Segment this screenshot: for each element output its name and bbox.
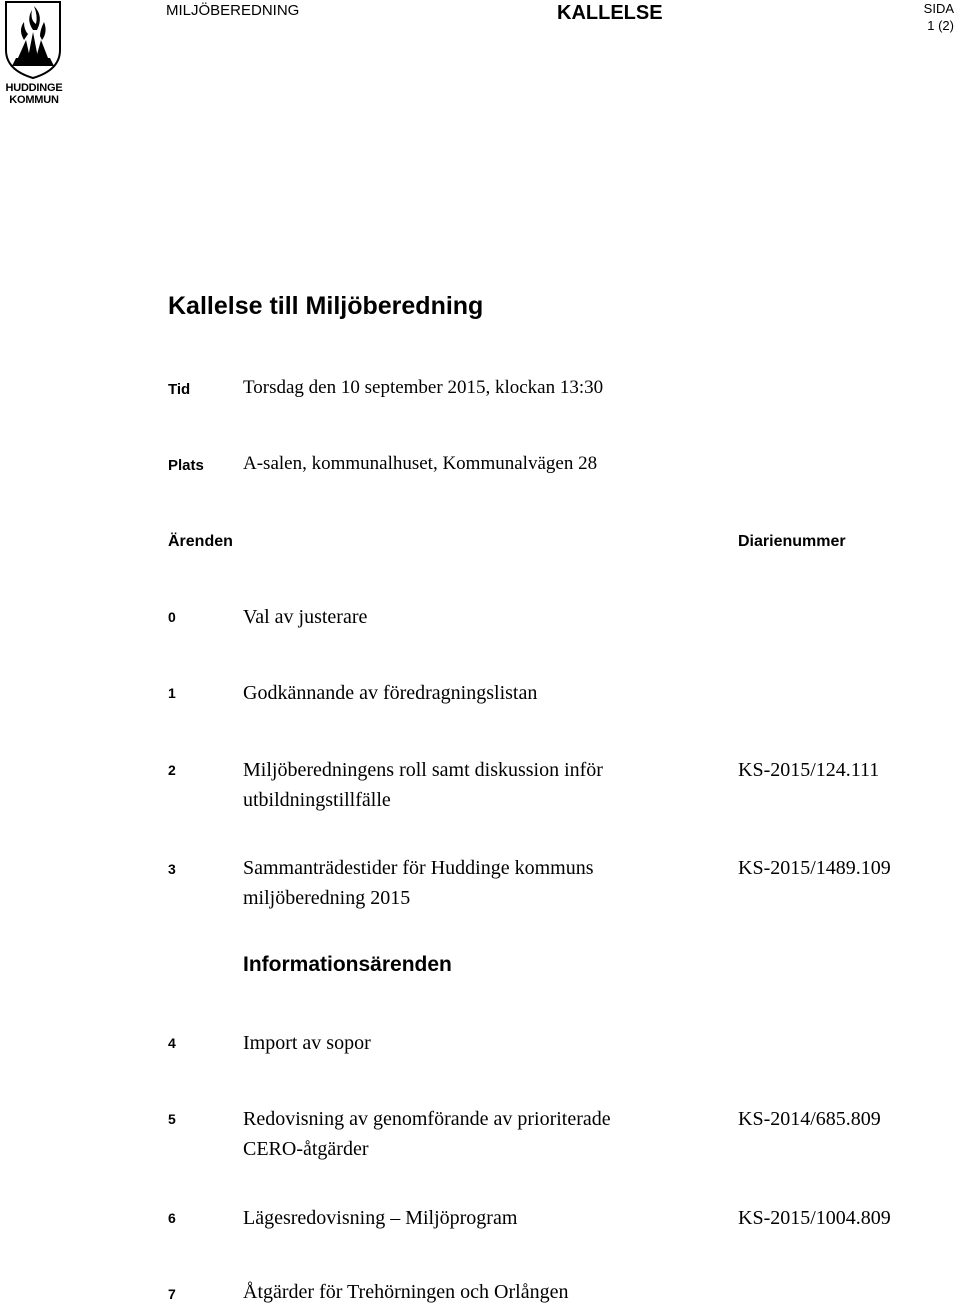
item-number: 1 (168, 685, 176, 701)
matters-column-heading: Ärenden (168, 533, 233, 550)
item-reference: KS-2015/124.111 (738, 759, 880, 781)
page-number: 1 (2) (927, 18, 954, 33)
reference-column-heading: Diarienummer (738, 533, 846, 550)
item-title: Val av justerare (243, 606, 368, 628)
item-title: Import av sopor (243, 1032, 371, 1054)
logo-text-huddinge: HUDDINGE (5, 82, 63, 94)
time-label: Tid (168, 381, 191, 398)
item-title: Åtgärder för Trehörningen och Orlången (243, 1281, 569, 1303)
item-number: 0 (168, 609, 176, 625)
logo-text-kommun: KOMMUN (9, 94, 59, 106)
place-label: Plats (168, 457, 204, 474)
item-reference: KS-2015/1489.109 (738, 857, 891, 879)
item-title: Redovisning av genomförande av prioriterade CERO-åtgärder (243, 1108, 611, 1160)
item-number: 6 (168, 1210, 176, 1226)
huddinge-logo (0, 0, 68, 108)
item-title: Miljöberedningens roll samt diskussion inför utbildningstillfälle (243, 759, 603, 811)
page-label: SIDA (923, 1, 954, 16)
item-title: Lägesredovisning – Miljöprogram (243, 1207, 518, 1229)
item-reference: KS-2015/1004.809 (738, 1207, 891, 1229)
item-reference: KS-2014/685.809 (738, 1108, 881, 1130)
organization-name: MILJÖBEREDNING (166, 2, 300, 19)
item-title: Godkännande av föredragningslistan (243, 682, 538, 704)
item-number: 7 (168, 1286, 176, 1302)
page-title: Kallelse till Miljöberedning (168, 292, 484, 320)
page-indicator (924, 0, 954, 34)
item-number: 2 (168, 762, 176, 778)
time-value: Torsdag den 10 september 2015, klockan 13:30 (243, 377, 604, 398)
item-number: 4 (168, 1035, 176, 1051)
item-number: 5 (168, 1111, 176, 1127)
coat-of-arms-icon (4, 0, 64, 80)
item-number: 3 (168, 861, 176, 877)
document-type: KALLELSE (557, 2, 663, 24)
info-section-heading: Informationsärenden (243, 953, 452, 976)
item-title: Sammanträdestider för Huddinge kommuns miljöberedning 2015 (243, 857, 594, 909)
place-value: A-salen, kommunalhuset, Kommunalvägen 28 (243, 453, 598, 474)
